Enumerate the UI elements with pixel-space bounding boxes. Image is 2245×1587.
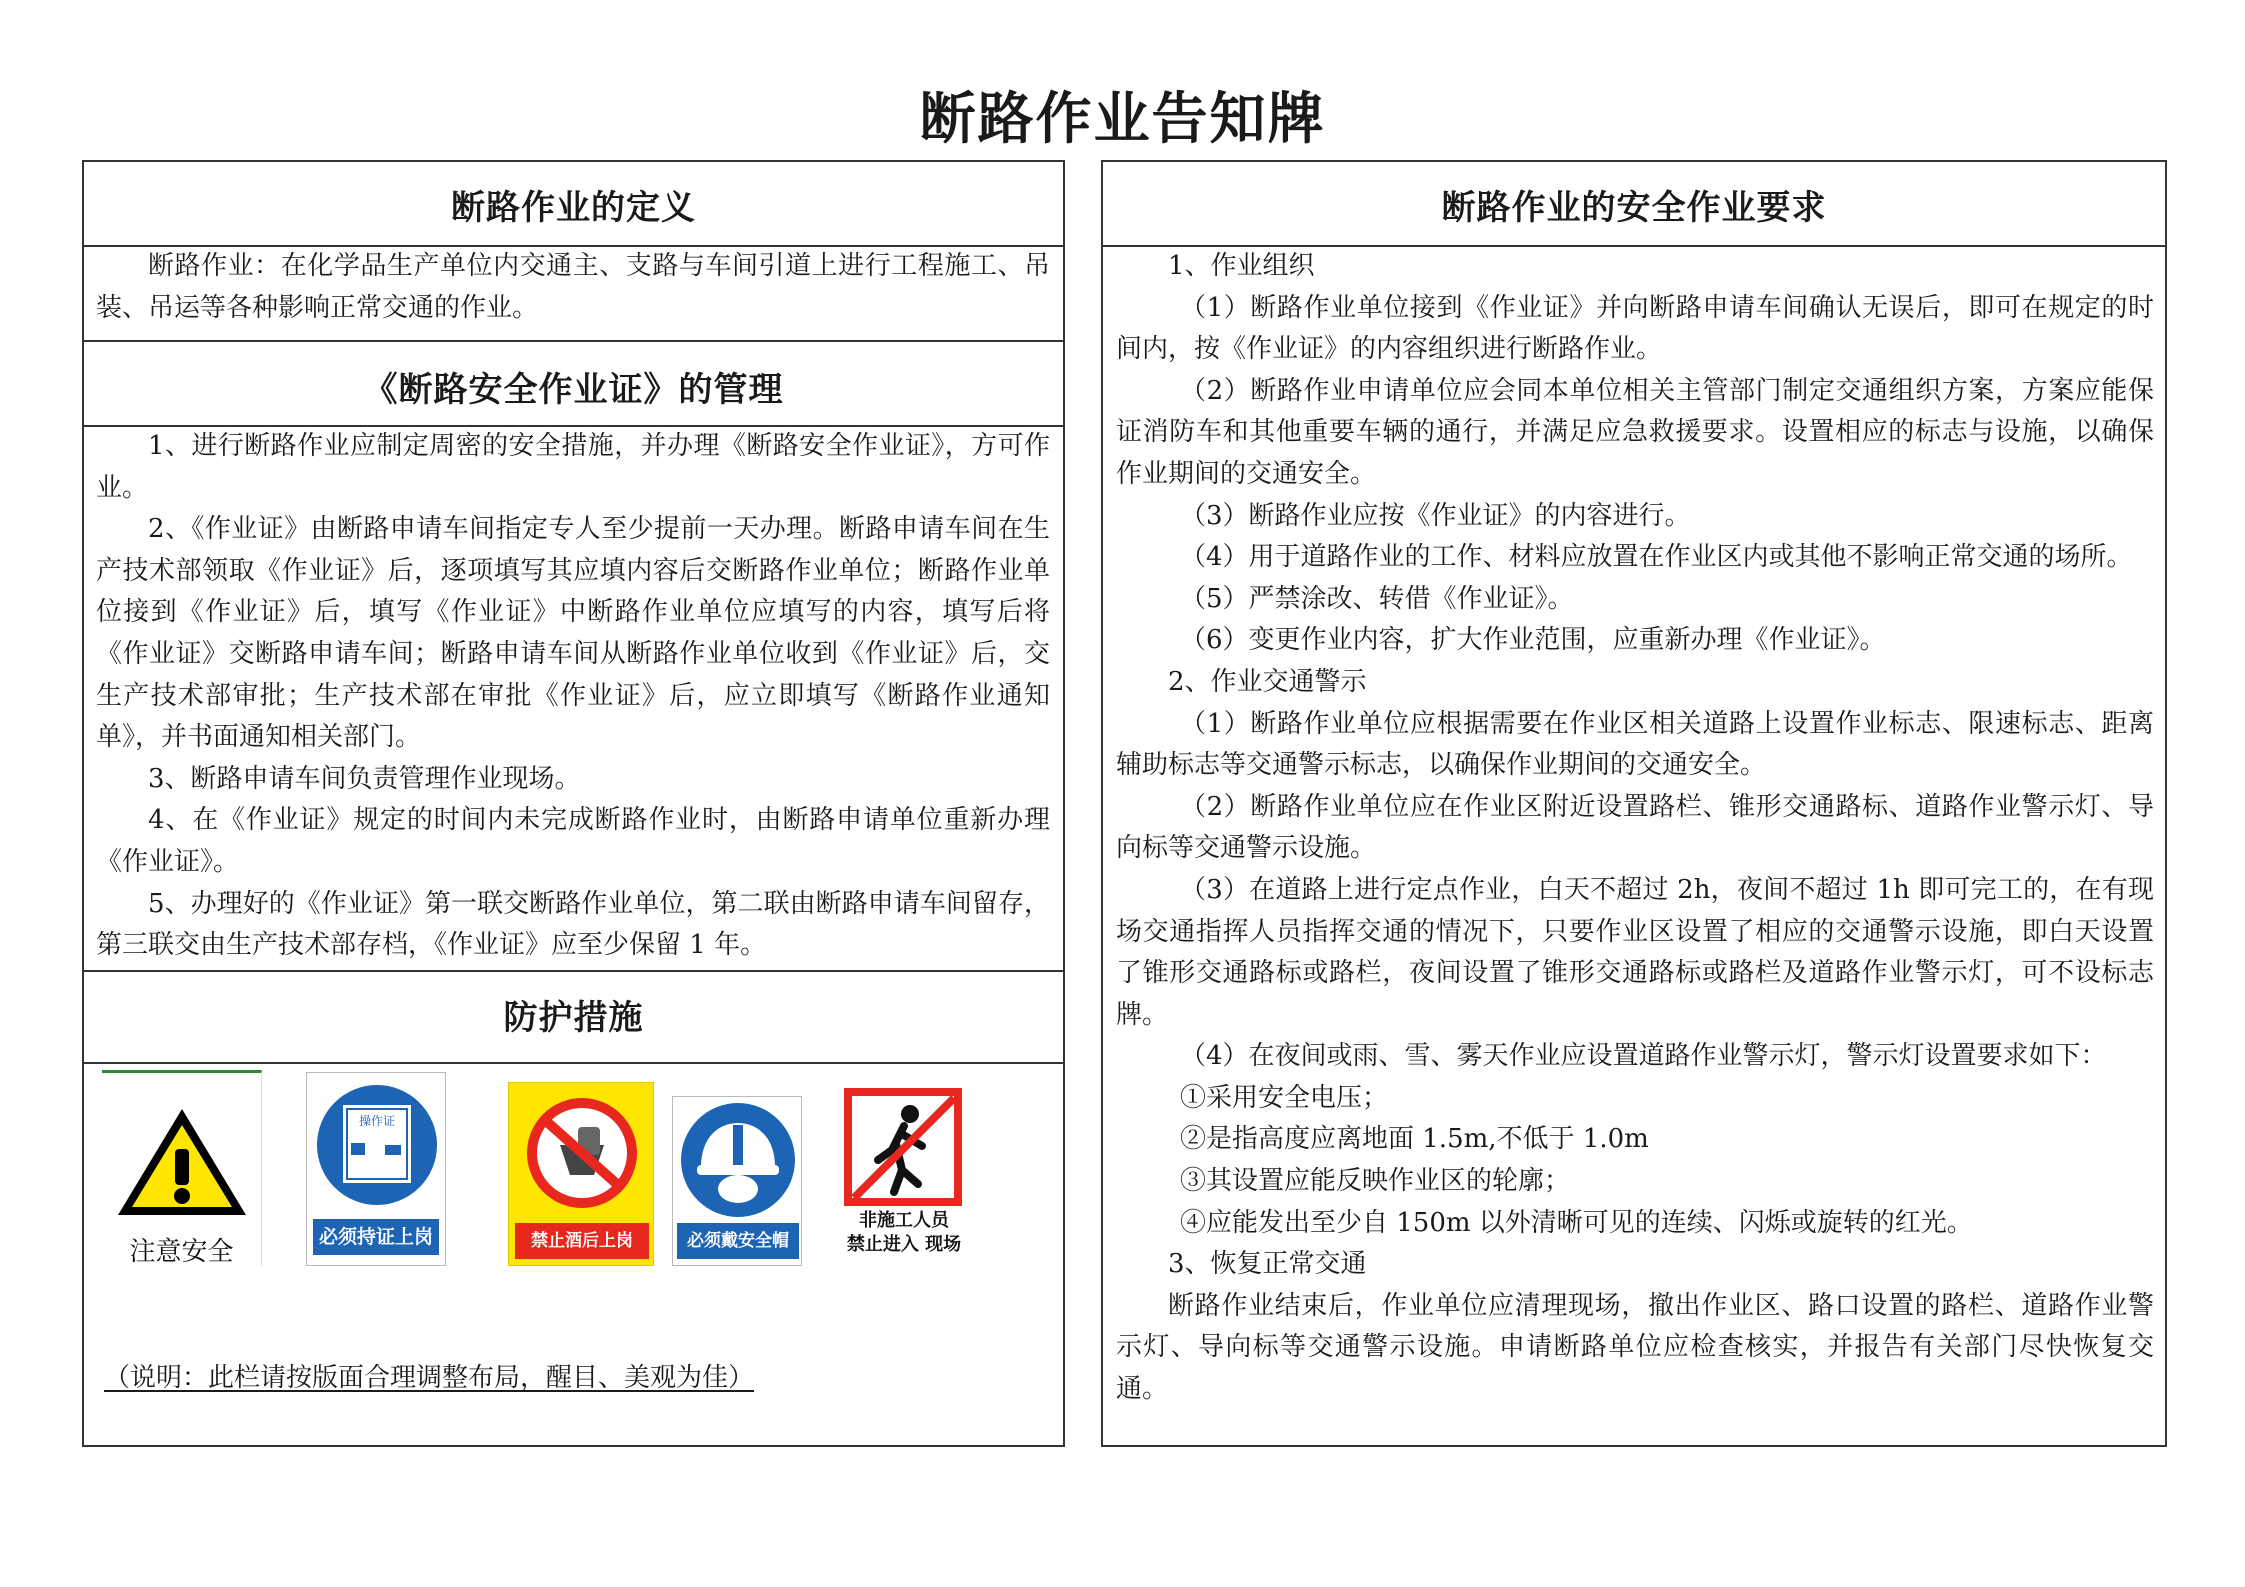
list-item: 4、在《作业证》规定的时间内未完成断路作业时，由断路申请单位重新办理《作业证》。 (96, 805, 1050, 877)
definition-heading: 断路作业的定义 (451, 188, 696, 228)
requirement-line: ④应能发出至少自 150m 以外清晰可见的连续、闪烁或旋转的红光。 (1180, 1207, 1973, 1238)
sign-helmet-required (672, 1096, 802, 1266)
sign-no-entry (824, 1082, 984, 1266)
requirement-line: 2、作业交通警示 (1168, 666, 1367, 697)
divider (82, 1062, 1065, 1064)
helmet-icon (679, 1101, 797, 1219)
sign-no-drinking (508, 1082, 654, 1266)
definition-text (96, 246, 1050, 329)
permit-heading: 《断路安全作业证》的管理 (363, 370, 784, 410)
requirement-line: （5）严禁涂改、转借《作业证》。 (1180, 583, 1574, 614)
sign-label: 注意安全 (129, 1237, 234, 1267)
sign-permit-required (306, 1072, 446, 1266)
sign-label: 必须持证上岗 (313, 1219, 439, 1255)
requirement-line: ①采用安全电压； (1180, 1082, 1389, 1113)
protection-note: （说明：此栏请按版面合理调整布局，醒目、美观为佳） (104, 1363, 755, 1393)
requirements-text (1116, 246, 2154, 1411)
requirement-line: ③其设置应能反映作业区的轮廓； (1180, 1166, 1571, 1197)
requirement-line: 断路作业结束后，作业单位应清理现场，撤出作业区、路口设置的路栏、道路作业警示灯、导向标等交通警示设施。申请断路单位应检查核实，并报告有关部门尽快恢复交通。 (1116, 1290, 2154, 1405)
warning-triangle-icon (112, 1103, 252, 1223)
divider (82, 970, 1065, 972)
requirement-line: （4）用于道路作业的工作、材料应放置在作业区内或其他不影响正常交通的场所。 (1180, 542, 2133, 573)
requirement-line: （2）断路作业申请单位应会同本单位相关主管部门制定交通组织方案，方案应能保证消防车和其他重要车辆的通行，并满足应急救援要求。设置相应的标志与设施，以确保作业期间的交通安全。 (1116, 375, 2154, 489)
definition-paragraph: 断路作业：在化学品生产单位内交通主、支路与车间引道上进行工程施工、吊装、吊运等各种影响正常交通的作业。 (96, 251, 1050, 323)
requirement-line: 3、恢复正常交通 (1168, 1249, 1367, 1280)
protection-heading: 防护措施 (503, 998, 644, 1038)
requirements-heading: 断路作业的安全作业要求 (1441, 188, 1827, 228)
sign-caution (102, 1070, 262, 1266)
permit-icon (315, 1083, 439, 1207)
list-item: 5、办理好的《作业证》第一联交断路作业单位，第二联由断路申请车间留存，第三联交由生产技术部存档，《作业证》应至少保留 1 年。 (96, 888, 1050, 961)
requirement-line: （2）断路作业单位应在作业区附近设置路栏、锥形交通路标、道路作业警示灯、导向标等交通警示设施。 (1116, 791, 2154, 864)
sign-label: 禁止酒后上岗 (515, 1223, 649, 1259)
no-drinking-icon (522, 1093, 642, 1213)
requirement-line: （4）在夜间或雨、雪、雾天作业应设置道路作业警示灯，警示灯设置要求如下： (1180, 1041, 2107, 1072)
sign-label-line2: 禁止进入 现场 (846, 1234, 962, 1255)
divider (82, 340, 1065, 342)
list-item: 1、进行断路作业应制定周密的安全措施，并办理《断路安全作业证》，方可作业。 (96, 431, 1050, 503)
requirement-line: ②是指高度应离地面 1.5m,不低于 1.0m (1180, 1124, 1649, 1155)
page-title: 断路作业告知牌 (919, 87, 1326, 152)
requirement-line: （6）变更作业内容，扩大作业范围，应重新办理《作业证》。 (1180, 625, 1886, 656)
no-entry-person-icon (844, 1088, 962, 1206)
sign-label: 必须戴安全帽 (677, 1223, 799, 1259)
list-item: 2、《作业证》由断路申请车间指定专人至少提前一天办理。断路申请车间在生产技术部领取《作业证》后，逐项填写其应填内容后交断路作业单位；断路作业单位接到《作业证》后，填写《作业证》中断路作业单位应填写的内容，填写后将《作业证》交断路申请车间；断路申请车间从断路作业单位收到《作业证》后，交生产技术部审批；生产技术部在审批《作业证》后，应立即填写《断路作业通知单》，并书面通知相关部门。 (96, 514, 1050, 753)
requirement-line: （1）断路作业单位应根据需要在作业区相关道路上设置作业标志、限速标志、距离辅助标志等交通警示标志，以确保作业期间的交通安全。 (1116, 708, 2154, 781)
requirement-line: （1）断路作业单位接到《作业证》并向断路申请车间确认无误后，即可在规定的时间内，按《作业证》的内容组织进行断路作业。 (1116, 292, 2154, 365)
list-item: 3、断路申请车间负责管理作业现场。 (148, 763, 581, 794)
requirement-line: 1、作业组织 (1168, 251, 1315, 281)
sign-inner-label: 操作证 (358, 1114, 396, 1128)
requirement-line: （3）在道路上进行定点作业，白天不超过 2h，夜间不超过 1h 即可完工的，在有现场交通指挥人员指挥交通的情况下，只要作业区设置了相应的交通警示设施，即白天设置了锥形交通路标或路栏，夜间设置了锥形交通路标或路栏及道路作业警示灯，可不设标志牌。 (1116, 874, 2154, 1030)
permit-list (96, 426, 1050, 967)
requirement-line: （3）断路作业应按《作业证》的内容进行。 (1180, 500, 1691, 531)
sign-label-line1: 非施工人员 (859, 1210, 949, 1231)
